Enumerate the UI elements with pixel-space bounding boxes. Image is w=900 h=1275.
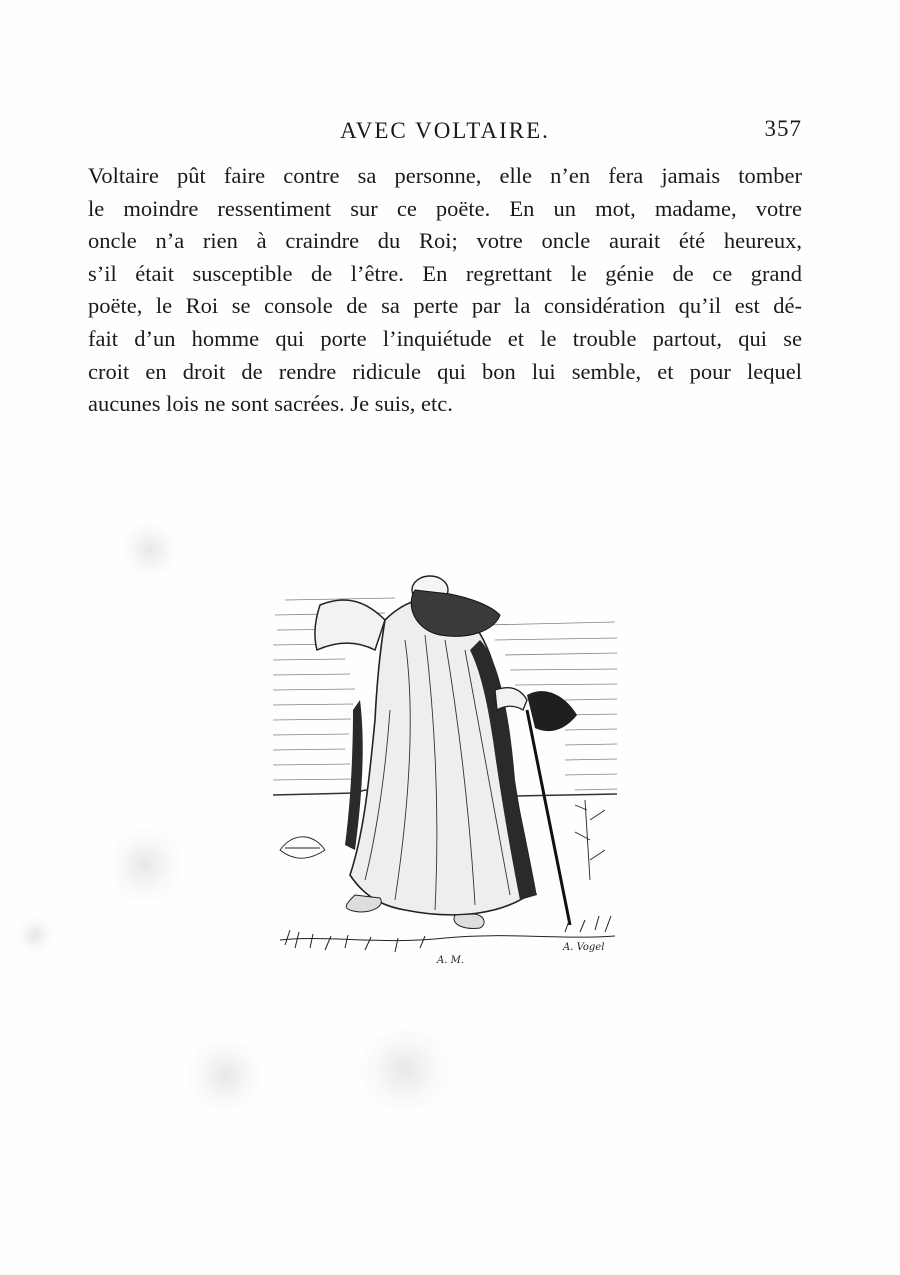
engraver-signature: A. M. — [437, 955, 464, 966]
engraving-illustration — [265, 560, 630, 980]
paper-stain — [350, 1030, 460, 1110]
paper-stain — [15, 915, 55, 955]
text-line: aucunes lois ne sont sacrées. Je suis, etc. — [88, 391, 453, 417]
text-line: poëte, le Roi se console de sa perte par la considération qu’il est dé- — [88, 293, 802, 319]
text-line: oncle n’a rien à craindre du Roi; votre oncle aurait été heureux, — [88, 228, 802, 254]
text-line: s’il était susceptible de l’être. En regrettant le génie de ce grand — [88, 260, 802, 286]
text-line: croit en droit de rendre ridicule qui bon lui semble, et pour lequel — [88, 358, 802, 384]
artist-signature: A. Vogel — [563, 942, 605, 953]
paper-stain — [110, 820, 180, 910]
body-text — [88, 160, 802, 421]
paper-stain — [180, 1040, 270, 1110]
text-line: fait d’un homme qui porte l’inquiétude et le trouble partout, qui se — [88, 325, 802, 351]
text-line: le moindre ressentiment sur ce poëte. En un mot, madame, votre — [88, 195, 802, 221]
engraving-figure — [265, 560, 630, 980]
paper-stain — [120, 520, 180, 580]
page-number: 357 — [764, 116, 802, 141]
running-title: AVEC VOLTAIRE. — [340, 118, 550, 143]
running-head — [88, 116, 802, 150]
text-line: Voltaire pût faire contre sa personne, elle n’en fera jamais tomber — [88, 163, 802, 188]
